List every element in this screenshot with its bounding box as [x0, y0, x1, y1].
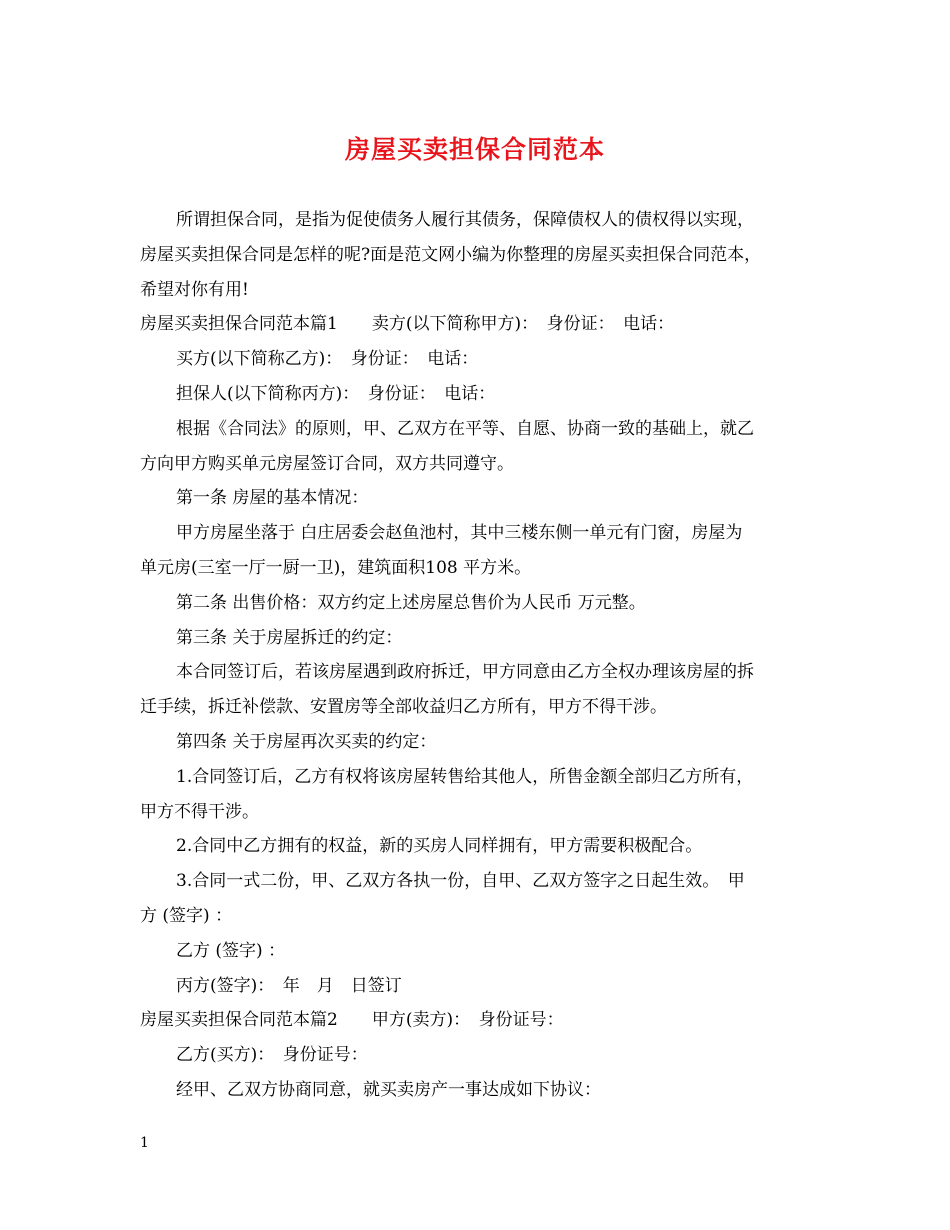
text-line: 第二条 出售价格：双方约定上述房屋总售价为人民币 万元整。: [176, 592, 646, 613]
document-body: [140, 203, 814, 1108]
text-line: 经甲、乙双方协商同意，就买卖房产一事达成如下协议：: [176, 1079, 601, 1100]
page-number: 1: [140, 1135, 149, 1151]
document-title: 房屋买卖担保合同范本: [344, 135, 605, 164]
text-line: 3.合同一式二份，甲、乙双方各执一份，自甲、乙双方签字之日起生效。 甲: [176, 871, 745, 892]
text-line: 乙方 (签字) ：: [176, 940, 286, 961]
text-line: 迁手续，拆迁补偿款、安置房等全部收益归乙方所有，甲方不得干涉。: [140, 697, 667, 718]
text-line: 甲方不得干涉。: [140, 801, 259, 822]
text-line: 第一条 房屋的基本情况：: [176, 488, 369, 509]
text-line: 担保人(以下简称丙方)： 身份证： 电话：: [176, 383, 496, 404]
text-line: 第四条 关于房屋再次买卖的约定：: [176, 731, 437, 752]
text-line: 方 (签字) ：: [140, 905, 233, 926]
text-line: 买方(以下简称乙方)： 身份证： 电话：: [176, 349, 479, 370]
text-line: 所谓担保合同，是指为促使债务人履行其债务，保障债权人的债权得以实现，: [176, 210, 754, 230]
text-line: 1.合同签订后，乙方有权将该房屋转售给其他人，所售金额全部归乙方所有，: [176, 766, 754, 787]
text-line: 希望对你有用!: [140, 279, 249, 300]
text-line: 房屋买卖担保合同是怎样的呢?面是范文网小编为你整理的房屋买卖担保合同范本，: [140, 244, 762, 265]
text-line: 房屋买卖担保合同范本篇1 卖方(以下简称甲方)： 身份证： 电话：: [140, 314, 675, 335]
text-line: 房屋买卖担保合同范本篇2 甲方(卖方)： 身份证号：: [140, 1010, 564, 1031]
text-line: 甲方房屋坐落于 白庄居委会赵鱼池村，其中三楼东侧一单元有门窗，房屋为: [176, 523, 743, 544]
text-line: 根据《合同法》的原则，甲、乙双方在平等、自愿、协商一致的基础上，就乙: [176, 418, 754, 439]
text-line: 第三条 关于房屋拆迁的约定：: [176, 627, 403, 648]
text-line: 2.合同中乙方拥有的权益，新的买房人同样拥有，甲方需要积极配合。: [176, 836, 703, 857]
text-line: 本合同签订后，若该房屋遇到政府拆迁，甲方同意由乙方全权办理该房屋的拆: [176, 662, 754, 683]
text-line: 单元房(三室一厅一厨一卫)，建筑面积108 平方米。: [140, 557, 532, 578]
text-line: 丙方(签字)： 年 月 日签订: [176, 975, 402, 996]
text-line: 方向甲方购买单元房屋签订合同，双方共同遵守。: [140, 453, 514, 474]
text-line: 乙方(买方)： 身份证号：: [176, 1045, 368, 1066]
